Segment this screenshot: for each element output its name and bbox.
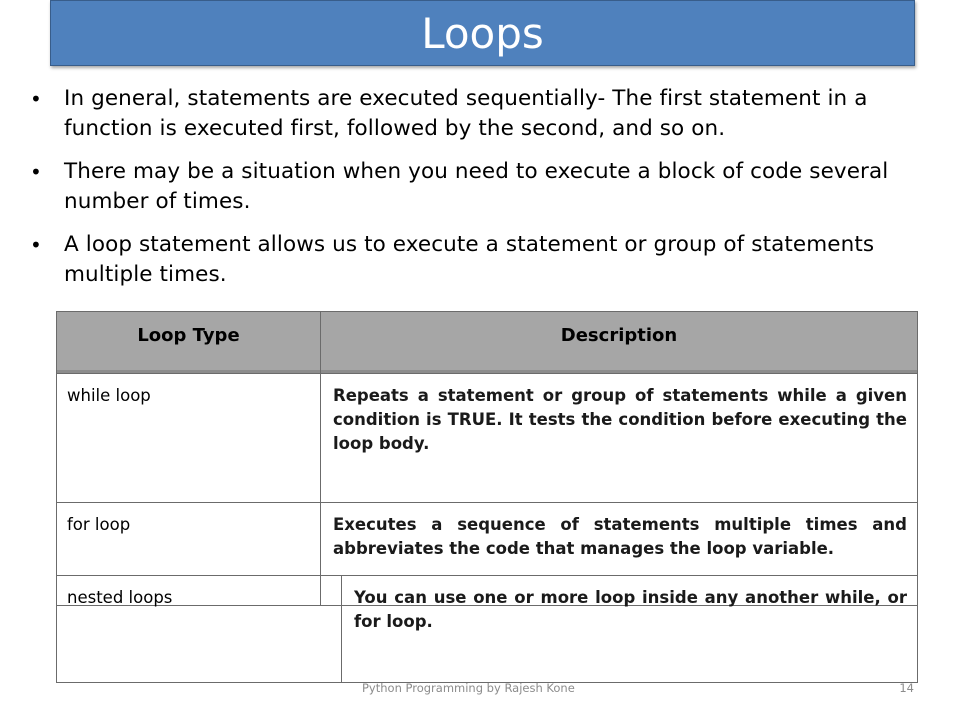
loop-type-cell: nested loops — [57, 576, 342, 683]
table-header-row — [57, 312, 918, 374]
bullet-item — [30, 84, 935, 144]
bullet-icon: • — [30, 87, 42, 111]
slide-footer — [0, 681, 960, 701]
page-number: 14 — [899, 681, 914, 695]
bullet-list — [30, 84, 935, 303]
header-loop-type: Loop Type — [57, 312, 321, 374]
loop-type-cell: for loop — [57, 503, 321, 606]
slide-title-bar — [50, 0, 915, 66]
footer-credit: Python Programming by Rajesh Kone — [362, 681, 575, 695]
description-cell: Repeats a statement or group of statements while a given condition is TRUE. It tests the condition before executing the loop body. — [321, 374, 918, 503]
loop-types-table-continued — [56, 575, 918, 683]
bullet-text: There may be a situation when you need to execute a block of code several number of times. — [64, 159, 889, 214]
table-row — [57, 374, 918, 503]
description-cell: You can use one or more loop inside any another while, or for loop. — [342, 576, 918, 683]
loop-type-cell: while loop — [57, 374, 321, 503]
slide-title: Loops — [421, 8, 544, 58]
bullet-icon: • — [30, 233, 42, 257]
bullet-item — [30, 230, 935, 290]
loop-types-table — [56, 311, 918, 606]
table-row — [57, 576, 918, 683]
bullet-text: A loop statement allows us to execute a statement or group of statements multiple times. — [64, 232, 875, 287]
bullet-text: In general, statements are executed sequentially- The first statement in a function is executed first, followed by the second, and so on. — [64, 86, 868, 141]
description-cell: Executes a sequence of statements multiple times and abbreviates the code that manages the loop variable. — [321, 503, 918, 606]
bullet-icon: • — [30, 160, 42, 184]
bullet-item — [30, 157, 935, 217]
header-description: Description — [321, 312, 918, 374]
